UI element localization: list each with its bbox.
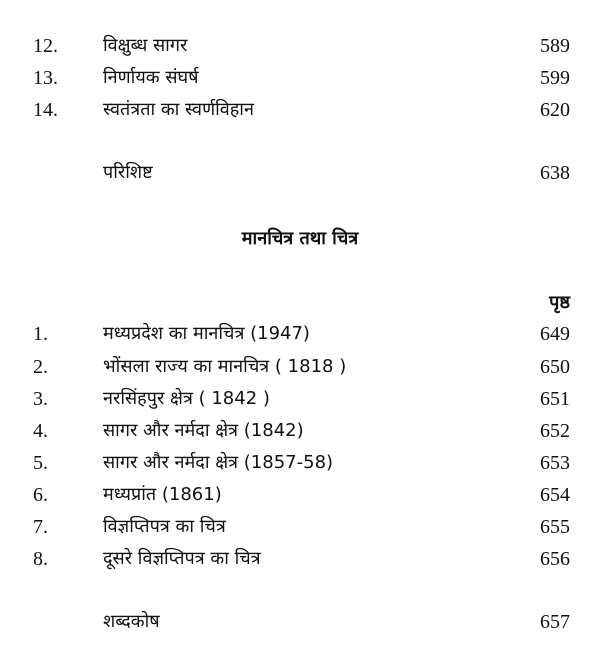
glossary-page-number: 657 xyxy=(540,611,570,633)
map-number: 3. xyxy=(33,388,48,410)
map-list-item xyxy=(0,513,600,541)
map-title: मध्यप्रांत (1861) xyxy=(103,484,222,505)
appendix-page-number: 638 xyxy=(540,162,570,184)
toc-number: 12. xyxy=(33,35,58,57)
map-number: 1. xyxy=(33,323,48,345)
toc-row xyxy=(0,32,600,60)
map-title: भोंसला राज्य का मानचित्र ( 1818 ) xyxy=(103,356,347,377)
map-title: सागर और नर्मदा क्षेत्र (1857-58) xyxy=(103,452,334,473)
map-page-number: 656 xyxy=(540,548,570,570)
map-page-number: 652 xyxy=(540,420,570,442)
map-list-item xyxy=(0,353,600,381)
toc-title: विक्षुब्ध सागर xyxy=(103,35,188,56)
map-number: 8. xyxy=(33,548,48,570)
glossary-row xyxy=(0,608,600,636)
map-list-item xyxy=(0,481,600,509)
toc-title: स्वतंत्रता का स्वर्णविहान xyxy=(103,99,254,120)
glossary-title: शब्दकोष xyxy=(103,611,160,632)
map-title: विज्ञप्तिपत्र का चित्र xyxy=(103,516,226,537)
map-number: 5. xyxy=(33,452,48,474)
toc-page-number: 620 xyxy=(540,99,570,121)
map-list-item xyxy=(0,449,600,477)
map-title: नरसिंहपुर क्षेत्र ( 1842 ) xyxy=(103,388,270,409)
map-list-item xyxy=(0,320,600,348)
map-page-number: 655 xyxy=(540,516,570,538)
map-page-number: 654 xyxy=(540,484,570,506)
map-number: 2. xyxy=(33,356,48,378)
section-heading: मानचित्र तथा चित्र xyxy=(241,228,359,249)
toc-row xyxy=(0,64,600,92)
map-page-number: 653 xyxy=(540,452,570,474)
appendix-title: परिशिष्ट xyxy=(103,162,153,183)
map-list-item xyxy=(0,417,600,445)
map-page-number: 649 xyxy=(540,323,570,345)
page-column-label: पृष्ठ xyxy=(549,292,570,313)
map-title: मध्यप्रदेश का मानचित्र (1947) xyxy=(103,323,310,344)
toc-row xyxy=(0,96,600,124)
map-number: 4. xyxy=(33,420,48,442)
toc-title: निर्णायक संघर्ष xyxy=(103,67,199,88)
map-list-item xyxy=(0,545,600,573)
toc-page-number: 589 xyxy=(540,35,570,57)
map-list-item xyxy=(0,385,600,413)
toc-page-number: 599 xyxy=(540,67,570,89)
appendix-row xyxy=(0,159,600,187)
toc-number: 14. xyxy=(33,99,58,121)
map-number: 6. xyxy=(33,484,48,506)
map-title: दूसरे विज्ञप्तिपत्र का चित्र xyxy=(103,548,261,569)
toc-number: 13. xyxy=(33,67,58,89)
map-page-number: 650 xyxy=(540,356,570,378)
map-page-number: 651 xyxy=(540,388,570,410)
map-title: सागर और नर्मदा क्षेत्र (1842) xyxy=(103,420,304,441)
map-number: 7. xyxy=(33,516,48,538)
